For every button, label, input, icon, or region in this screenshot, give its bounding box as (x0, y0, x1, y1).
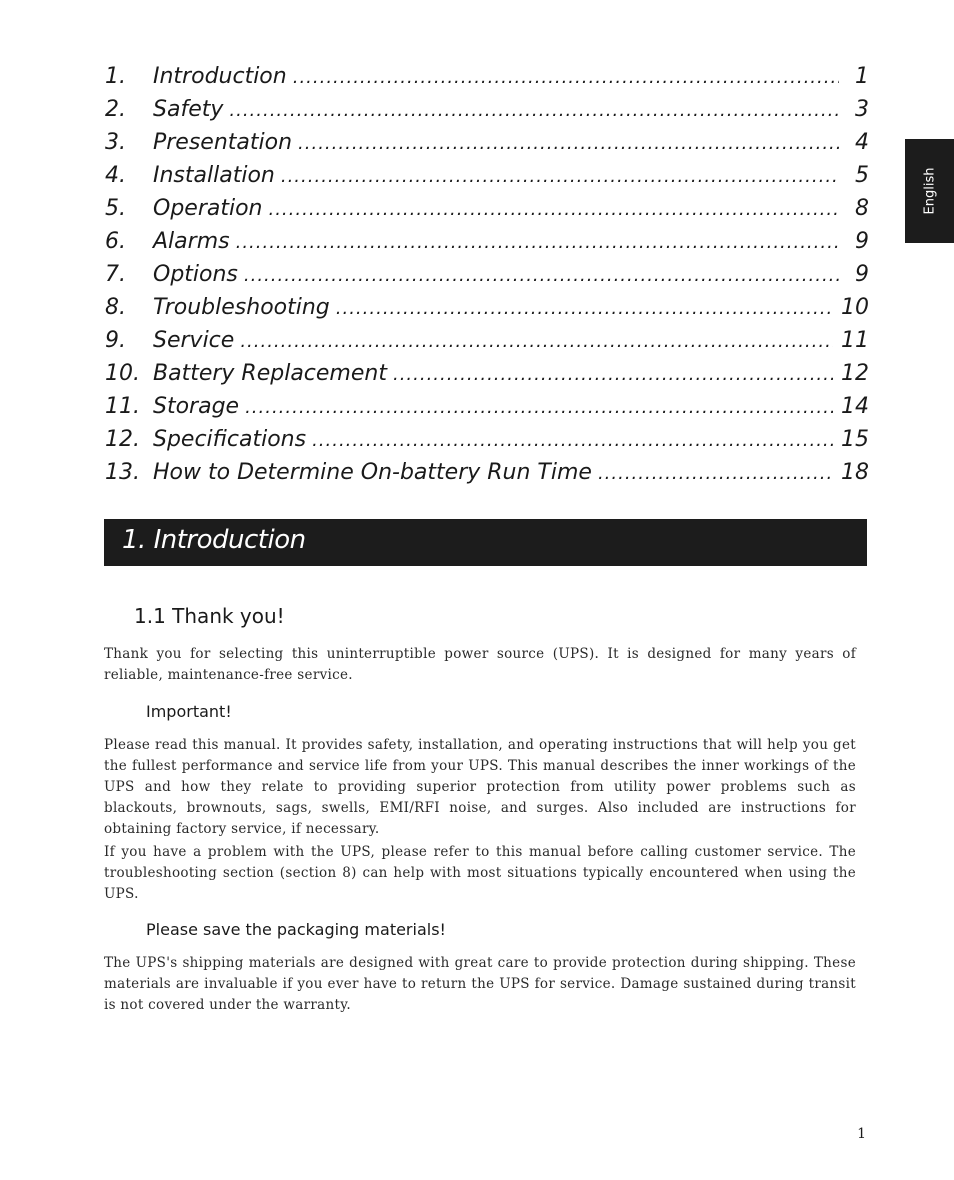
important-paragraph-1: Please read this manual. It provides safety, installation, and operating instructions that will help you get the fullest performance and service life from your UPS. This manual describes the inner workings of the UPS and how they relate to providing superior protection from utility power problems such as blackouts, brownouts, sags, swells, EMI/RFI noise, and surges. Also included are instructions for obtaining factory service, if necessary. (104, 737, 856, 837)
toc-entry-title: Troubleshooting (153, 295, 330, 320)
toc-entry[interactable] (105, 295, 869, 328)
toc-entry-page: 11 (841, 328, 869, 353)
toc-entry-title: Alarms (153, 229, 230, 254)
toc-leader-dots (393, 364, 833, 385)
toc-entry-title: How to Determine On-battery Run Time (153, 460, 592, 485)
toc-leader-dots (240, 331, 833, 352)
toc-entry-number: 6. (105, 229, 126, 254)
toc-entry-page: 3 (855, 97, 869, 122)
toc-entry-number: 11. (105, 394, 140, 419)
toc-entry-page: 18 (841, 460, 869, 485)
toc-leader-dots (298, 133, 839, 154)
language-tab (905, 139, 954, 243)
language-tab-label: English (922, 167, 937, 215)
toc-leader-dots (244, 265, 839, 286)
toc-entry-title: Storage (153, 394, 240, 419)
toc-entry-page: 4 (855, 130, 869, 155)
toc-entry-number: 9. (105, 328, 126, 353)
toc-leader-dots (312, 430, 833, 451)
toc-entry-title: Specifications (153, 427, 307, 452)
toc-entry[interactable] (105, 196, 869, 229)
toc-entry-page: 10 (841, 295, 869, 320)
intro-paragraph: Thank you for selecting this uninterruptible power source (UPS). It is designed for many years of reliable, maintenance-free service. (104, 646, 856, 683)
toc-entry-number: 4. (105, 163, 126, 188)
toc-entry[interactable] (105, 229, 869, 262)
toc-leader-dots (281, 166, 839, 187)
section-header-bar (104, 519, 867, 566)
toc-entry-page: 8 (855, 196, 869, 221)
section-title: 1. Introduction (122, 525, 306, 555)
toc-entry-number: 2. (105, 97, 126, 122)
toc-leader-dots (229, 100, 839, 121)
toc-entry-title: Operation (153, 196, 263, 221)
toc-entry-title: Battery Replacement (153, 361, 387, 386)
toc-entry-title: Introduction (153, 64, 287, 89)
toc-entry-page: 9 (855, 262, 869, 287)
important-paragraph-2: If you have a problem with the UPS, please refer to this manual before calling customer service. The troubleshooting section (section 8) can help with most situations typically encountered when using the UPS. (104, 844, 856, 902)
toc-entry-number: 7. (105, 262, 126, 287)
toc-entry-number: 1. (105, 64, 126, 89)
toc-entry-number: 10. (105, 361, 140, 386)
toc-entry-title: Options (153, 262, 238, 287)
toc-entry-title: Service (153, 328, 235, 353)
toc-entry-number: 5. (105, 196, 126, 221)
toc-entry-title: Safety (153, 97, 224, 122)
packaging-heading: Please save the packaging materials! (146, 920, 446, 939)
toc-entry-number: 8. (105, 295, 126, 320)
toc-entry-page: 12 (841, 361, 869, 386)
table-of-contents (105, 64, 869, 493)
packaging-paragraph: The UPS's shipping materials are designed with great care to provide protection during shipping. These materials are invaluable if you ever have to return the UPS for service. Damage sustained during transit is not covered under the warranty. (104, 955, 856, 1013)
toc-entry-number: 12. (105, 427, 140, 452)
toc-entry[interactable] (105, 361, 869, 394)
toc-entry[interactable] (105, 64, 869, 97)
toc-entry-title: Presentation (153, 130, 293, 155)
toc-leader-dots (293, 67, 839, 88)
toc-entry-page: 5 (855, 163, 869, 188)
toc-leader-dots (268, 199, 839, 220)
toc-entry[interactable] (105, 394, 869, 427)
toc-leader-dots (598, 463, 833, 484)
toc-leader-dots (336, 298, 833, 319)
important-heading: Important! (146, 702, 232, 721)
toc-entry[interactable] (105, 262, 869, 295)
toc-entry[interactable] (105, 460, 869, 493)
toc-entry-page: 15 (841, 427, 869, 452)
toc-entry[interactable] (105, 163, 869, 196)
toc-entry-number: 3. (105, 130, 126, 155)
toc-entry-number: 13. (105, 460, 140, 485)
toc-leader-dots (245, 397, 833, 418)
toc-entry-page: 1 (855, 64, 869, 89)
toc-entry[interactable] (105, 427, 869, 460)
toc-entry[interactable] (105, 97, 869, 130)
page-number: 1 (857, 1126, 866, 1142)
toc-entry[interactable] (105, 328, 869, 361)
toc-entry-page: 9 (855, 229, 869, 254)
toc-entry[interactable] (105, 130, 869, 163)
toc-leader-dots (236, 232, 839, 253)
toc-entry-title: Installation (153, 163, 275, 188)
subsection-heading: 1.1 Thank you! (134, 604, 285, 628)
toc-entry-page: 14 (841, 394, 869, 419)
